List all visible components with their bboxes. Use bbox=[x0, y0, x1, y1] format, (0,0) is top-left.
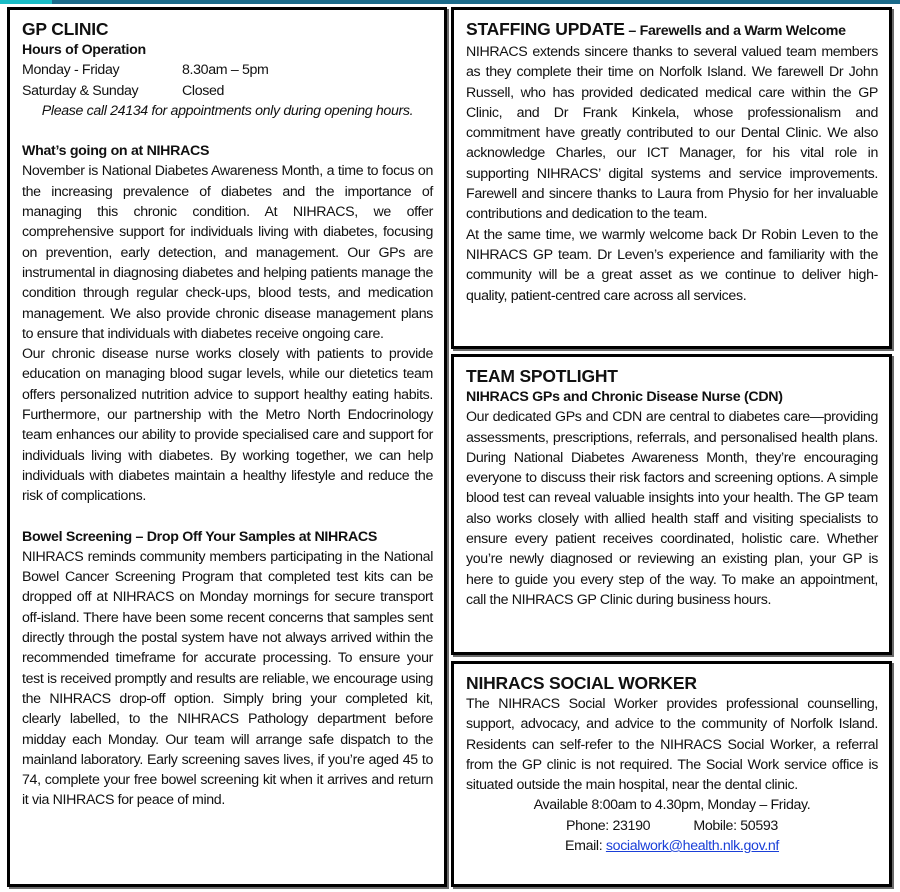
social-worker-panel bbox=[451, 661, 892, 887]
hours-day: Monday - Friday bbox=[22, 62, 120, 79]
staffing-title-main: STAFFING UPDATE bbox=[466, 19, 625, 39]
team-spotlight-paragraph: Our dedicated GPs and CDN are central to diabetes care—providing assessments, prescriptions, referrals, and personalised health plans. During National Diabetes Awareness Month, they’re encouraging everyone to discuss their risk factors and screening options. A simple blood test can reveal valuable insights into your health. The GP team also works closely with allied health staff and visiting specialists to ensure every patient receives coordinated, holistic care. Whether you’re newly diagnosed or reviewing an existing plan, your GP is here to guide you every step of the way. To make an appointment, call the NIHRACS GP Clinic during business hours. bbox=[466, 409, 878, 608]
whats-on-heading: What’s going on at NIHRACS bbox=[22, 143, 210, 160]
gp-clinic-panel bbox=[7, 7, 447, 887]
staffing-subtitle: – Farewells and a Warm Welcome bbox=[624, 23, 846, 39]
appointment-call-note: Please call 24134 for appointments only during opening hours. bbox=[41, 102, 414, 119]
whats-on-paragraph: Our chronic disease nurse works closely with patients to provide education on managing blood sugar levels, while our dietetics team offers personalized nutrition advice to support healthy eating habits. Furthermore, our partnership with the Metro North Endocrinology team enhances our ability to provide specialised care and support for individuals living with diabetes. By working together, we can help individuals with diabetes maintain a healthy lifestyle and reduce the risk of complications. bbox=[22, 346, 433, 505]
top-color-bar bbox=[0, 0, 900, 4]
social-worker-availability: Available 8:00am to 4.30pm, Monday – Friday. bbox=[533, 797, 811, 814]
social-worker-mobile: Mobile: 50593 bbox=[693, 817, 778, 834]
social-worker-contact-numbers bbox=[466, 816, 878, 836]
staffing-paragraph: NIHRACS extends sincere thanks to several valued team members as they complete their time on Norfolk Island. We farewell Dr John Russell, who has provided dedicated medical care within the GP Clinic, and Dr Frank Kinkela, whose professionalism and commitment have greatly contributed to our Dental Clinic. We also acknowledge Charles, our ICT Manager, for his vital role in supporting NIHRACS’ digital systems and service improvements. Farewell and sincere thanks to Laura from Physio for her invaluable contributions and dedication to the team. bbox=[466, 44, 878, 223]
hours-time: Closed bbox=[182, 82, 225, 99]
staffing-title bbox=[466, 18, 878, 42]
staffing-paragraph: At the same time, we warmly welcome back Dr Robin Leven to the NIHRACS GP team. Dr Leven’s experience and familiarity with the community will be a great asset as we continue to deliver high-quality, patient-centred care across all services. bbox=[466, 226, 878, 304]
social-worker-paragraph: The NIHRACS Social Worker provides professional counselling, support, advocacy, and advice to the community of Norfolk Island. Residents can self-refer to the NIHRACS Social Worker, a referral from the GP clinic is not required. The Social Work service office is situated outside the main hospital, near the dental clinic. bbox=[466, 696, 878, 794]
social-worker-phone: Phone: 23190 bbox=[566, 817, 651, 834]
staffing-update-panel bbox=[451, 7, 892, 349]
hours-day: Saturday & Sunday bbox=[22, 82, 139, 99]
whats-on-paragraph: November is National Diabetes Awareness Month, a time to focus on the increasing prevalence of diabetes and the importance of managing this chronic condition. At NIHRACS, we offer comprehensive support for individuals living with diabetes, focusing on prevention, early detection, and management. Our GPs are instrumental in diagnosing diabetes and helping patients manage the condition through regular check-ups, blood tests, and medication management. We also provide chronic disease management plans to ensure that individuals with diabetes receive ongoing care. bbox=[22, 163, 433, 342]
team-spotlight-title: TEAM SPOTLIGHT bbox=[466, 366, 618, 386]
social-worker-email-link[interactable]: socialwork@health.nlk.gov.nf bbox=[605, 838, 780, 855]
gp-clinic-title: GP CLINIC bbox=[22, 19, 109, 39]
hours-row-weekday bbox=[22, 60, 433, 80]
hours-heading: Hours of Operation bbox=[22, 42, 146, 58]
bowel-screening-paragraph: NIHRACS reminds community members participating in the National Bowel Cancer Screening Program that completed test kits can be dropped off at NIHRACS on Monday mornings for secure transport off-island. There have been some recent concerns that samples sent directly through the postal system have not always arrived within the recommended timeframe for accurate processing. To ensure your test is received promptly and results are reliable, we encourage using the NIHRACS drop-off option. Simply bring your completed kit, clearly labelled, to the NIHRACS Pathology department before midday each Monday. Our team will arrange safe dispatch to the mainland laboratory. Early screening saves lives, if you’re aged 45 to 74, complete your free bowel screening kit when it arrives and return it via NIHRACS for peace of mind. bbox=[22, 548, 433, 809]
hours-row-weekend bbox=[22, 81, 433, 101]
bowel-screening-heading: Bowel Screening – Drop Off Your Samples at NIHRACS bbox=[22, 528, 377, 545]
social-worker-email-line bbox=[466, 836, 878, 856]
email-label: Email: bbox=[564, 838, 606, 855]
team-spotlight-panel bbox=[451, 354, 892, 655]
team-spotlight-subtitle: NIHRACS GPs and Chronic Disease Nurse (CDN) bbox=[466, 389, 783, 405]
hours-time: 8.30am – 5pm bbox=[182, 62, 269, 79]
social-worker-title: NIHRACS SOCIAL WORKER bbox=[466, 673, 697, 693]
top-color-bar-accent bbox=[0, 0, 52, 4]
